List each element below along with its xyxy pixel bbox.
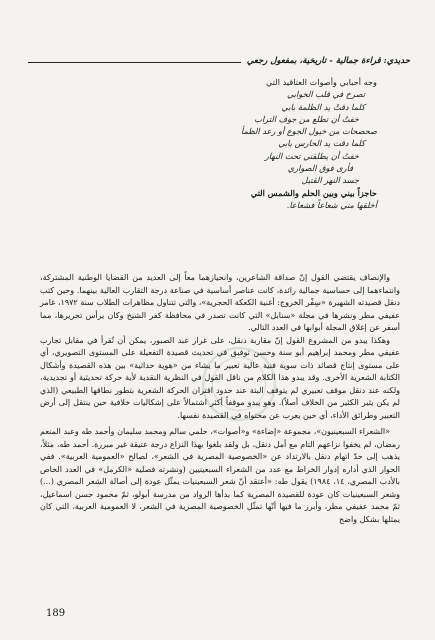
poem-line: فأرى فوق الصواري (287, 163, 353, 174)
poem-line: كلما دقتْ يد الظلمة بابي (281, 101, 365, 112)
poem-line: أخلقها مني شعاعاً فشعاعا. (286, 199, 377, 210)
running-title: حديدي: قراءة جمالية - تاريخية، بمفعول رجعي (246, 56, 410, 66)
poem-line: خفتُ أن يطلقني تحت النهار (264, 150, 359, 161)
paragraph: والإنصاف يقتضي القول إنّ صداقة الشاعرين، وانحيازهما معاً إلى العديد من القضايا الوطنية المشتركة، وانتماءهما إلى حساسية جمالية رائدة، كانت عناصر أساسية في صناعة درجة التقارب العالية بينهما. وحين كتب دنقل قصيدته الشهيرة «سِفْر الخروج: أغنية الكعكة الحجرية»، والتي تتناول مظاهرات الطلاب سنة ١٩٧٢، غامر عفيفي مطر ونشرها في مجلة «سنابل» التي كانت تصدر في محافظة كفر الشيخ وكان يرأس تحريرها، مما أسفر عن إغلاق المجلة أبوابها في العدد التالي. (40, 273, 400, 332)
body-text (40, 272, 400, 526)
poem-excerpt (77, 76, 377, 211)
header-rule (28, 62, 241, 63)
poem-line: تصرخ في قلب الخوابي (286, 89, 365, 100)
poem-line: كلما دقت يد الحارس بابي (278, 138, 365, 149)
poem-line: جسد النهر القتيل (301, 175, 359, 186)
paragraph: «الشعراء السبعينيون»، مجموعة «إضاءة» و«أصوات»، حلمي سالم ومحمد سليمان وأحمد طه وعبد المنعم رمضان، لم يخفوا نزاعهم التام مع أمل دنقل، بل ولقد بلغوا بهذا النزاع درجة عتيقة غير مبررة. أحمد طه، مثلاً، يذهب إلى حدّ اتهام دنقل بالارتداد عن «الخصوصية المصرية في الشعر»، لصالح «العمومية العربية». ففي الحوار الذي أداره إدوار الخراط مع عدد من الشعراء السبعينيين (ونشرته فصلية «الكرمل» في العدد الخاص بالأدب المصري، ١٤، ١٩٨٤) يقول طه: «أعتقد أنّ شعر السبعينيات يمثّل عودة إلى أصالة الشعر المصري (...) وشعر السبعينيات كان عودة للقصيدة المصرية كما بدأها الرواد من مدرسة أبولو، ثمّ محمود حسن اسماعيل، ثمّ محمد عفيفي مطر، وأبرز ما فيها أنّها تمثّل الخصوصية المصرية في الشعر، لا العمومية العربية، التي كان يمثلها بشكل واضح (40, 427, 400, 524)
poem-line: حاجزاً بيني وبين الحلم والشمس التي (250, 187, 377, 198)
page-number: 189 (46, 608, 66, 619)
poem-line: صحصحات من خيول الجوع أو رعد الظمأ (240, 126, 377, 137)
running-header (28, 56, 410, 66)
poem-line: وجه أحبابي وأصوات العتاقيد التي (265, 77, 377, 87)
poem-line: خفتُ أن تطلع من جوف التراب (254, 113, 359, 124)
paragraph: وهكذا يبدو من المشروع القول إنّ مقاربة دنقل، على غرار عبد الصبور، يمكن أن تُقرأ في مقابل تجارب عفيفي مطر ومحمد إبراهيم أبو سنة وحسن توفيق في تحديث قصيدة التفعيلة على المستوى التصويري، أي على مستوى إنتاج قصائد ذات سوية فنية عالية تعبير ما يشاء من «هوية حداثية» بين هذه القصيدة وأشكال الكتابة الشعرية الأخرى. وقد يبدو هذا الكلام من ناقل القول في النظرية النقدية لأية حركة تحديثية أو تجديدية، ولكنه عند دنقل موقف تعبيري لم يتوقف البتة عند حدود اقتران الحركة الشعرية بتطور نطاقها الطبيعي (الذي لم يكن يثير الكثير من الخلاف أصلاً). وهو يبدو موقفاً أكثر اشتمالاً على إشكاليات خلافية حين ينتقل إلى أرض التعبير وطرائق الأداء، أي حين يعرب عن محتواه في القصيدة نفسها. (40, 335, 400, 420)
